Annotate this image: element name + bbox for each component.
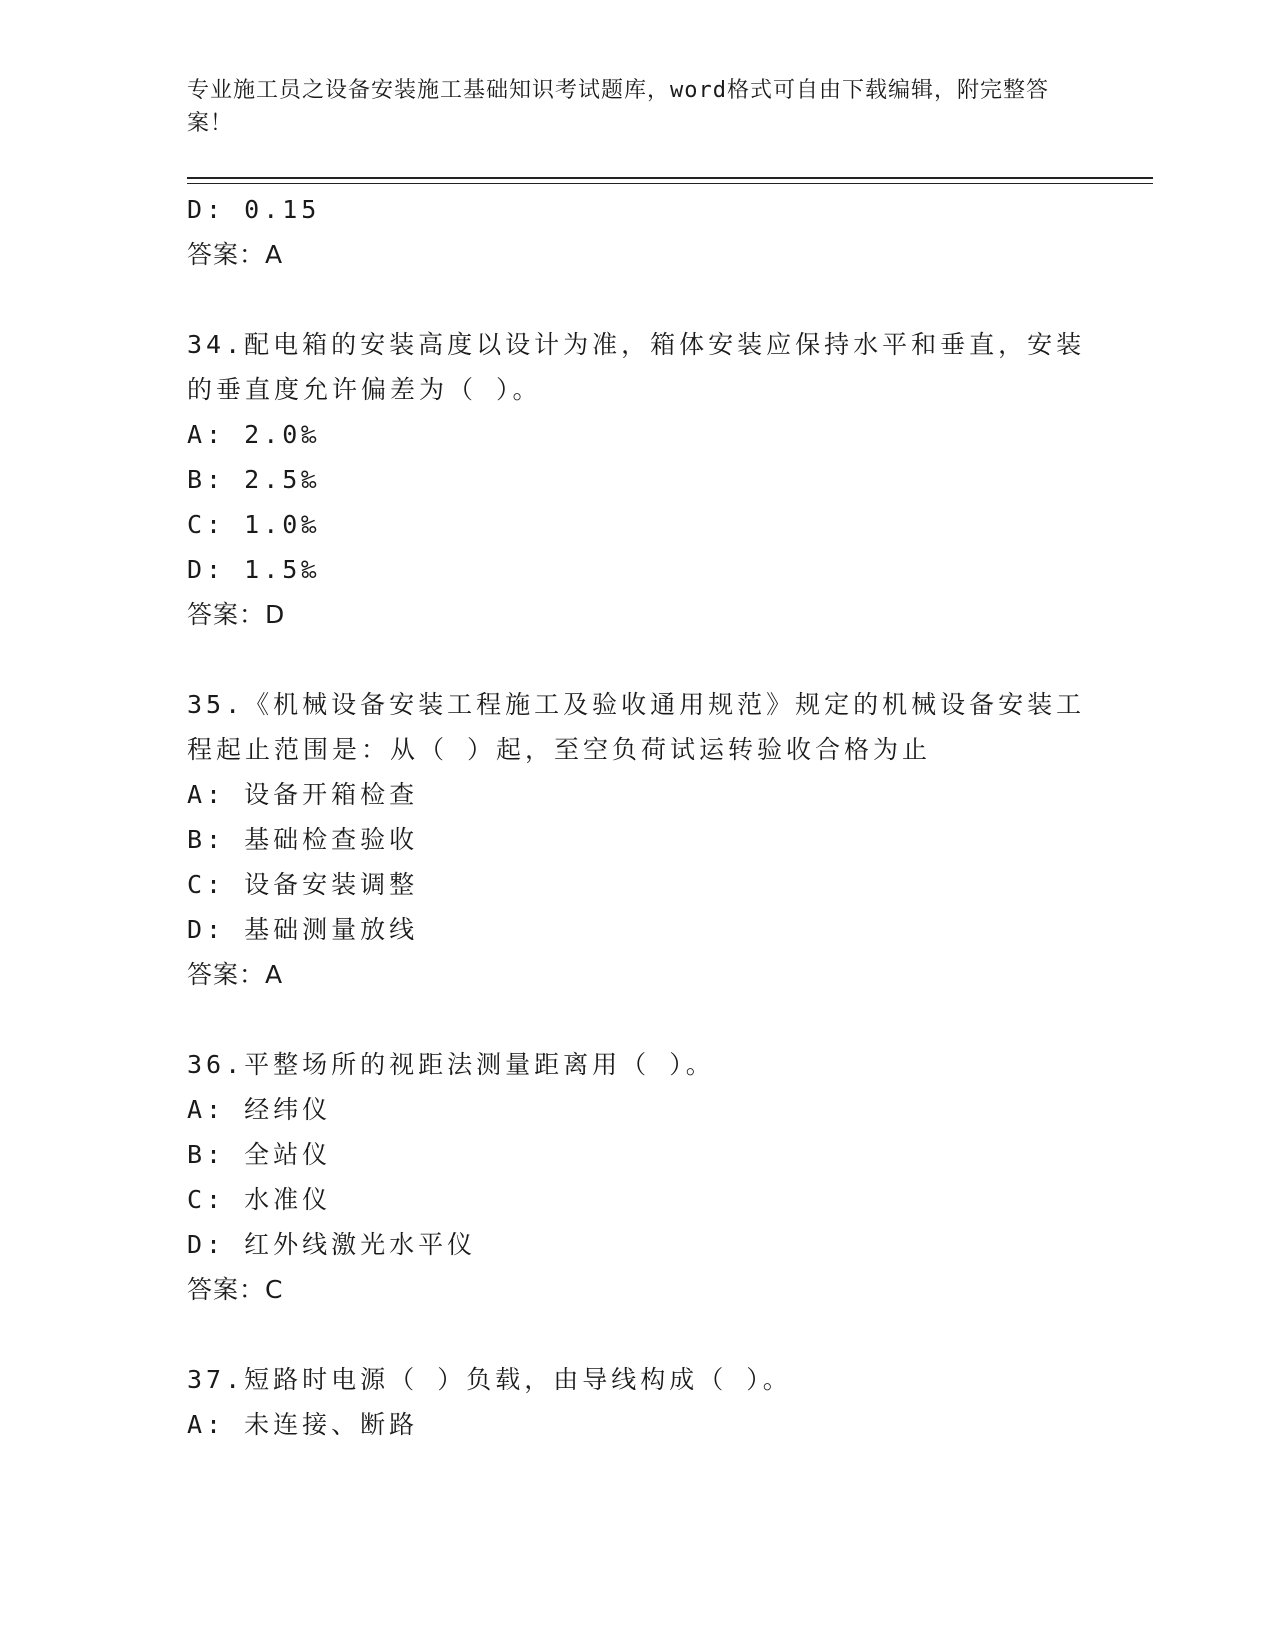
q34-option-c: C: 1.0‰ [187, 510, 321, 539]
q36-option-c: C: 水准仪 [187, 1185, 332, 1214]
q35-option-d: D: 基础测量放线 [187, 915, 419, 944]
q36-stem-line-1: 36.平整场所的视距法测量距离用（ ）。 [187, 1050, 715, 1079]
q35-option-c: C: 设备安装调整 [187, 870, 419, 899]
header-divider-thick [187, 177, 1153, 179]
q34-answer: 答案：D [187, 600, 286, 629]
header-divider-thin [187, 183, 1153, 184]
q37-stem-line-1: 37.短路时电源（ ）负载，由导线构成（ ）。 [187, 1365, 792, 1394]
q34-option-a: A: 2.0‰ [187, 420, 321, 449]
q35-option-a: A: 设备开箱检查 [187, 780, 419, 809]
q36-option-a: A: 经纬仪 [187, 1095, 332, 1124]
q37-option-a: A: 未连接、断路 [187, 1410, 419, 1439]
prev-answer: 答案：A [187, 240, 284, 269]
prev-option-d: D: 0.15 [187, 195, 321, 224]
q35-option-b: B: 基础检查验收 [187, 825, 419, 854]
q35-answer: 答案：A [187, 960, 284, 989]
q34-stem-line-2: 的垂直度允许偏差为（ ）。 [187, 375, 542, 404]
q34-option-d: D: 1.5‰ [187, 555, 321, 584]
q36-answer: 答案：C [187, 1275, 284, 1304]
q36-option-b: B: 全站仪 [187, 1140, 332, 1169]
q36-option-d: D: 红外线激光水平仪 [187, 1230, 477, 1259]
q35-stem-line-2: 程起止范围是：从（ ）起，至空负荷试运转验收合格为止 [187, 735, 932, 764]
q34-option-b: B: 2.5‰ [187, 465, 321, 494]
page-header-title: 专业施工员之设备安装施工基础知识考试题库，word格式可自由下载编辑，附完整答案！ [187, 78, 1049, 136]
q35-stem-line-1: 35.《机械设备安装工程施工及验收通用规范》规定的机械设备安装工 [187, 690, 1086, 719]
q34-stem-line-1: 34.配电箱的安装高度以设计为准，箱体安装应保持水平和垂直，安装 [187, 330, 1086, 359]
